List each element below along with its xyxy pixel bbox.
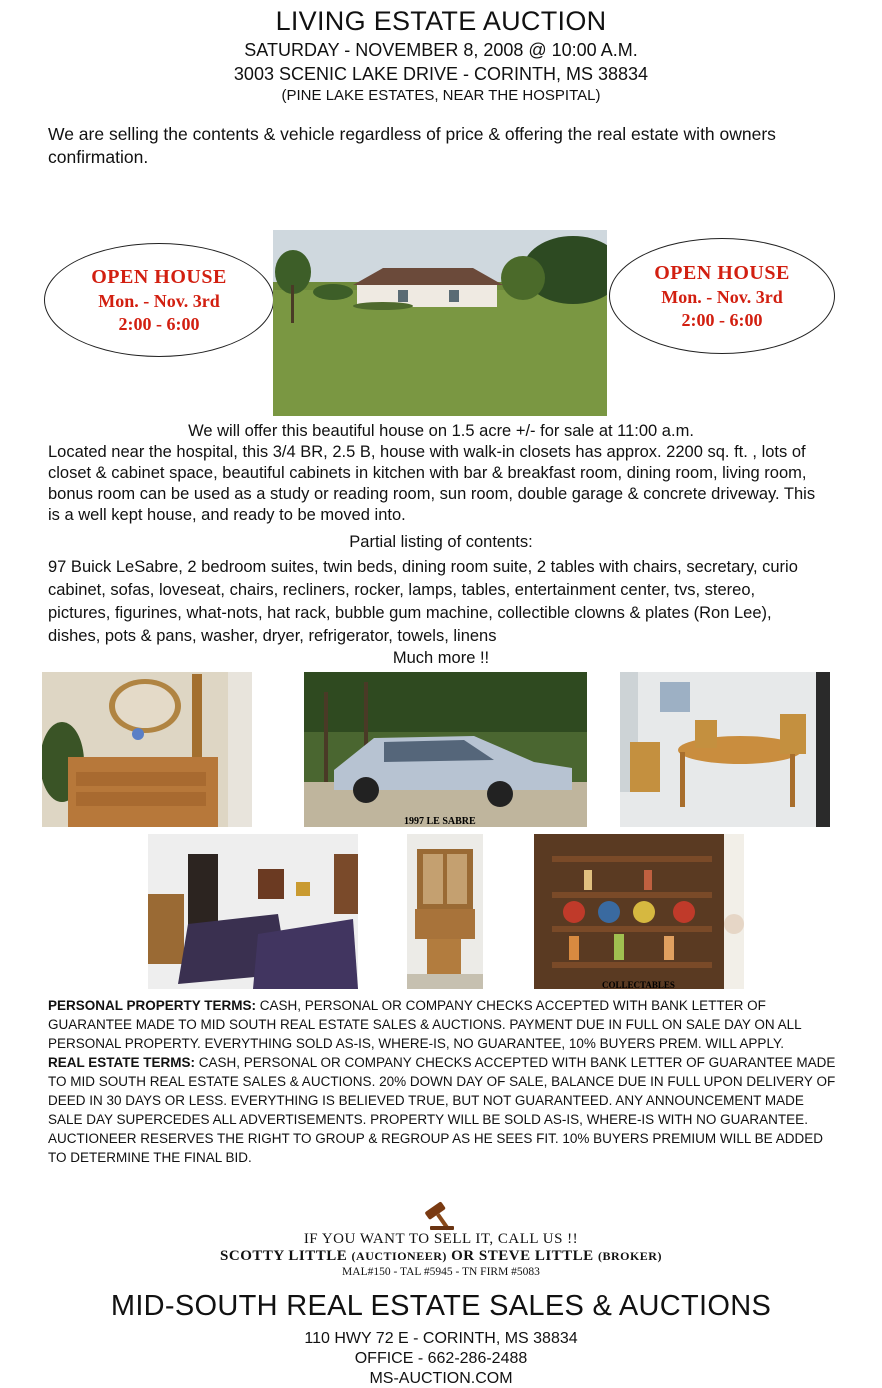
car-caption: 1997 LE SABRE	[404, 816, 476, 827]
open-house-badge-left	[44, 243, 274, 357]
house-description: Located near the hospital, this 3/4 BR, 2.5 B, house with walk-in closets has approx. 2200 sq. ft. , lots of closet & cabinet space, beautiful cabinets in kitchen with bar & breakfast room, dining room, living room, bonus room can be used as a study or reading room, sun room, double garage & concrete driveway. This is a well kept house, and ready to be moved into.	[48, 443, 816, 524]
open-house-time: 2:00 - 6:00	[118, 313, 200, 334]
offer-text: We will offer this beautiful house on 1.5 acre +/- for sale at 11:00 a.m.	[188, 422, 694, 440]
house-photo	[273, 230, 607, 416]
auctioneer-role: (AUCTIONEER)	[351, 1249, 447, 1263]
real-estate-terms-text: CASH, PERSONAL OR COMPANY CHECKS ACCEPTED WITH BANK LETTER OF GUARANTEE MADE TO MID SOUTH REAL ESTATE SALES & AUCTIONS. 20% DOWN DAY OF SALE, BALANCE DUE IN FULL UPON DELIVERY OF DEED IN 30 DAYS OR LESS. EVERYTHING IS BELIEVED TRUE, BUT NOT GUARANTEED. ANY ANNOUNCEMENT MADE SALE DAY SUPERCEDES ALL ADVERTISEMENTS. PROPERTY WILL BE SOLD AS-IS, WHERE-IS WITH NO GUARANTEE. AUCTIONEER RESERVES THE RIGHT TO GROUP & REGROUP AS HE SEES FIT. 10% BUYERS PREMIUM WILL BE ADDED TO DETERMINE THE FINAL BID.	[48, 1055, 836, 1165]
dining-photo	[620, 672, 830, 827]
open-house-label: OPEN HOUSE	[91, 265, 227, 288]
personal-terms-label: PERSONAL PROPERTY TERMS:	[48, 998, 257, 1013]
contents-list: 97 Buick LeSabre, 2 bedroom suites, twin beds, dining room suite, 2 tables with chairs, secretary, curio cabinet, sofas, loveseat, chairs, recliners, rocker, lamps, tables, entertainment center, tvs, stereo, pictures, figurines, what-nots, hat rack, bubble gum machine, collectible clowns & plates (Ron Lee), dishes, pots & pans, washer, dryer, refrigerator, towels, linens	[48, 558, 798, 645]
car-photo	[304, 672, 587, 827]
secretary-photo	[407, 834, 483, 989]
broker-name: STEVE LITTLE	[478, 1248, 594, 1264]
broker-role: (BROKER)	[597, 1249, 662, 1263]
open-house-day: Mon. - Nov. 3rd	[661, 286, 783, 307]
open-house-day: Mon. - Nov. 3rd	[98, 290, 220, 311]
auction-address: 3003 SCENIC LAKE DRIVE - CORINTH, MS 38834	[233, 64, 649, 84]
personal-property-terms	[48, 996, 836, 1053]
real-estate-terms	[48, 1053, 836, 1167]
dresser-photo	[42, 672, 252, 827]
real-estate-terms-label: REAL ESTATE TERMS:	[48, 1055, 196, 1070]
call-us-text: IF YOU WANT TO SELL IT, CALL US !!	[303, 1231, 579, 1247]
auction-date: SATURDAY - NOVEMBER 8, 2008 @ 10:00 A.M.	[244, 40, 638, 60]
website-link[interactable]: MS-AUCTION.COM	[369, 1370, 513, 1387]
contacts-line	[0, 1248, 882, 1265]
much-more-text: Much more !!	[392, 649, 490, 667]
personal-terms-text: CASH, PERSONAL OR COMPANY CHECKS ACCEPTED WITH BANK LETTER OF GUARANTEE MADE TO MID SOUTH REAL ESTATE SALES & AUCTIONS. PAYMENT DUE IN FULL ON SALE DAY ON ALL PERSONAL PROPERTY. EVERYTHING SOLD AS-IS, WHERE-IS, NO GUARANTEE, 10% BUYERS PREM. WILL APPLY.	[48, 998, 802, 1051]
page-title: LIVING ESTATE AUCTION	[275, 6, 607, 36]
terms-section	[48, 996, 836, 1167]
office-phone: OFFICE - 662-286-2488	[354, 1350, 528, 1367]
intro-text: We are selling the contents & vehicle regardless of price & offering the real estate with owners confirmation.	[48, 124, 776, 167]
company-address: 110 HWY 72 E - CORINTH, MS 38834	[304, 1330, 578, 1347]
open-house-label: OPEN HOUSE	[654, 261, 790, 284]
collectables-caption: COLLECTABLES	[602, 980, 675, 989]
open-house-badge-right	[609, 238, 835, 354]
or-text: OR	[451, 1248, 475, 1264]
license-numbers: MAL#150 - TAL #5945 - TN FIRM #5083	[342, 1266, 540, 1278]
contents-heading: Partial listing of contents:	[349, 533, 533, 551]
location-note: (PINE LAKE ESTATES, NEAR THE HOSPITAL)	[281, 87, 601, 104]
company-name: MID-SOUTH REAL ESTATE SALES & AUCTIONS	[110, 1290, 772, 1322]
collectables-photo	[534, 834, 744, 989]
auctioneer-name: SCOTTY LITTLE	[220, 1248, 348, 1264]
bedroom-photo	[148, 834, 358, 989]
open-house-time: 2:00 - 6:00	[681, 309, 763, 330]
